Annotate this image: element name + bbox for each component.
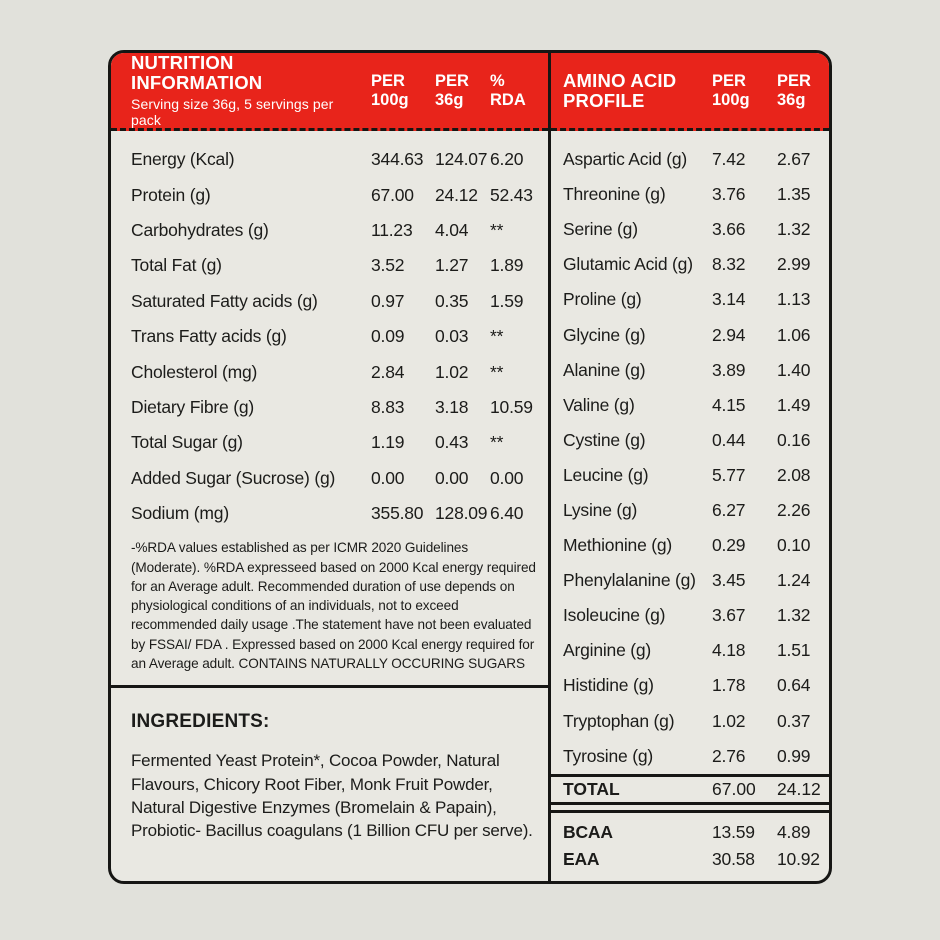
value-per-36g: 124.07: [435, 149, 488, 170]
amino-acid-label: Alanine (g): [563, 359, 646, 380]
amino-acid-label: Serine (g): [563, 219, 638, 240]
column-header-line1: PER: [435, 72, 469, 91]
amino-acid-label: Tryptophan (g): [563, 710, 675, 731]
value-per-100g: 11.23: [371, 219, 413, 240]
value-per-36g: 3.18: [435, 396, 469, 417]
value-per-100g: 4.15: [712, 394, 746, 415]
column-header-line1: PER: [777, 72, 811, 91]
value-rda: 10.59: [490, 396, 533, 417]
table-row: [551, 142, 829, 177]
total-per-36g: 24.12: [777, 779, 821, 799]
value-per-36g: 1.27: [435, 255, 469, 276]
value-per-36g: 1.51: [777, 640, 811, 661]
amino-acid-label: Proline (g): [563, 289, 642, 310]
amino-acid-label: Phenylalanine (g): [563, 570, 696, 591]
value-per-100g: 0.29: [712, 535, 746, 556]
amino-header-titleblock: [563, 71, 712, 111]
value-per-100g: 8.83: [371, 396, 405, 417]
value-per-100g: 1.19: [371, 432, 405, 453]
value-per-100g: 344.63: [371, 149, 424, 170]
nutrition-serving-info: Serving size 36g, 5 servings per pack: [131, 95, 334, 128]
nutrition-title: NUTRITION INFORMATION: [131, 52, 263, 93]
column-header-line2: 100g: [712, 90, 750, 109]
value-per-100g: 355.80: [371, 503, 424, 524]
amino-acid-label: Histidine (g): [563, 675, 654, 696]
value-per-36g: 1.02: [435, 361, 469, 382]
nutrient-label: Saturated Fatty acids (g): [131, 290, 318, 311]
value-per-36g: 1.49: [777, 394, 811, 415]
ingredients-text: Fermented Yeast Protein*, Cocoa Powder, Natural Flavours, Chicory Root Fiber, Monk Fruit Powder, Natural Digestive Enzymes (Bromelain & Papain), Probiotic- Bacillus coagulans (1 Billion CFU per serve).: [131, 751, 533, 841]
table-row: [551, 598, 829, 633]
nutrition-panel: [111, 53, 548, 881]
nutrient-label: Energy (Kcal): [131, 149, 235, 170]
table-row: [111, 425, 548, 460]
nutrient-label: Protein (g): [131, 184, 211, 205]
value-per-36g: 4.04: [435, 219, 469, 240]
value-per-36g: 24.12: [435, 184, 478, 205]
value-per-36g: 1.24: [777, 570, 811, 591]
value-per-36g: 1.32: [777, 219, 811, 240]
value-per-36g: 0.37: [777, 710, 811, 731]
table-row: [551, 458, 829, 493]
nutrition-header-titleblock: [131, 53, 371, 128]
column-header: [371, 72, 435, 109]
value-per-100g: 3.14: [712, 289, 746, 310]
column-header: [712, 72, 777, 109]
table-row: [551, 353, 829, 388]
ingredients-section: [111, 685, 548, 881]
value-rda: 52.43: [490, 184, 533, 205]
total-label: TOTAL: [563, 779, 620, 799]
amino-acid-label: Aspartic Acid (g): [563, 149, 688, 170]
value-per-36g: 2.26: [777, 499, 811, 520]
table-row: [551, 282, 829, 317]
value-per-36g: 0.10: [777, 535, 811, 556]
amino-acid-label: Isoleucine (g): [563, 605, 666, 626]
amino-acid-label: Methionine (g): [563, 535, 673, 556]
summary-per-100g: 30.58: [712, 849, 755, 869]
value-per-36g: 0.00: [435, 467, 469, 488]
value-per-100g: 5.77: [712, 464, 746, 485]
summary-row: [551, 819, 829, 846]
table-row: [551, 704, 829, 739]
value-per-100g: 3.66: [712, 219, 746, 240]
nutrient-label: Dietary Fibre (g): [131, 396, 255, 417]
amino-acid-label: Lysine (g): [563, 499, 638, 520]
value-per-36g: 1.35: [777, 184, 811, 205]
value-per-100g: 8.32: [712, 254, 746, 275]
value-per-100g: 6.27: [712, 499, 746, 520]
column-header: [777, 72, 829, 109]
value-per-100g: 7.42: [712, 149, 746, 170]
table-row: [111, 248, 548, 283]
amino-title-line1: AMINO ACID: [563, 69, 677, 91]
value-per-100g: 0.44: [712, 429, 746, 450]
amino-title-line2: PROFILE: [563, 89, 645, 111]
column-header: [435, 72, 490, 109]
value-per-100g: 3.45: [712, 570, 746, 591]
value-per-36g: 1.06: [777, 324, 811, 345]
amino-column-headers: [712, 72, 829, 109]
summary-per-100g: 13.59: [712, 822, 755, 842]
column-header-line1: %: [490, 72, 505, 91]
table-row: [551, 317, 829, 352]
nutrient-label: Trans Fatty acids (g): [131, 326, 287, 347]
table-row: [551, 563, 829, 598]
amino-acid-label: Cystine (g): [563, 429, 646, 450]
value-per-36g: 128.09: [435, 503, 488, 524]
table-row: [111, 177, 548, 212]
value-rda: 0.00: [490, 467, 524, 488]
summary-per-36g: 10.92: [777, 849, 820, 869]
table-row: [551, 177, 829, 212]
rda-footnote: -%RDA values established as per ICMR 2020 Guidelines (Moderate). %RDA expresseed based on 2000 Kcal energy required for an Average adult. Recommended duration of use depends on physiological conditions of an individuals, not to exceed recommended daily usage .The statement have not been evaluated by FSSAI/ FDA . Expressed based on 2000 Kcal energy required for an Average adult. CONTAINS NATURALLY OCCURING SUGARS: [131, 540, 536, 672]
table-row: [551, 633, 829, 668]
value-per-100g: 2.94: [712, 324, 746, 345]
value-per-36g: 0.43: [435, 432, 469, 453]
amino-header: [551, 53, 829, 131]
column-header-line1: PER: [712, 72, 746, 91]
table-row: [551, 212, 829, 247]
amino-acid-label: Threonine (g): [563, 184, 666, 205]
column-header-line2: RDA: [490, 90, 526, 109]
summary-label: EAA: [563, 849, 600, 869]
value-per-36g: 0.16: [777, 429, 811, 450]
total-per-100g: 67.00: [712, 779, 756, 799]
value-per-100g: 3.67: [712, 605, 746, 626]
value-per-36g: 1.32: [777, 605, 811, 626]
table-row: [111, 354, 548, 389]
value-per-100g: 4.18: [712, 640, 746, 661]
nutrition-label-card: [108, 50, 832, 884]
value-per-100g: 0.97: [371, 290, 405, 311]
value-per-36g: 0.03: [435, 326, 469, 347]
table-row: [551, 668, 829, 703]
table-row: [111, 213, 548, 248]
value-per-100g: 67.00: [371, 184, 414, 205]
value-rda: **: [490, 432, 504, 453]
value-per-100g: 0.00: [371, 467, 405, 488]
value-per-100g: 1.78: [712, 675, 746, 696]
nutrition-column-headers: [371, 72, 548, 109]
value-per-36g: 2.99: [777, 254, 811, 275]
table-row: [551, 388, 829, 423]
nutrient-label: Added Sugar (Sucrose) (g): [131, 467, 336, 488]
summary-label: BCAA: [563, 822, 613, 842]
table-row: [551, 528, 829, 563]
nutrient-label: Carbohydrates (g): [131, 219, 269, 240]
value-per-100g: 2.84: [371, 361, 405, 382]
ingredients-title: INGREDIENTS:: [131, 711, 270, 733]
table-row: [551, 739, 829, 774]
column-header-line2: 100g: [371, 90, 409, 109]
value-per-36g: 1.13: [777, 289, 811, 310]
amino-total-row: [551, 774, 829, 805]
table-row: [111, 496, 548, 531]
table-row: [111, 461, 548, 496]
amino-acid-label: Arginine (g): [563, 640, 652, 661]
value-rda: **: [490, 326, 504, 347]
column-header-line2: 36g: [777, 90, 806, 109]
value-rda: 6.40: [490, 503, 524, 524]
table-row: [111, 284, 548, 319]
amino-rows: [551, 131, 829, 774]
value-per-36g: 0.99: [777, 745, 811, 766]
value-rda: 1.89: [490, 255, 524, 276]
nutrition-header: [111, 53, 548, 131]
value-per-100g: 3.89: [712, 359, 746, 380]
summary-row: [551, 846, 829, 873]
table-row: [111, 390, 548, 425]
amino-acid-label: Tyrosine (g): [563, 745, 653, 766]
nutrient-label: Sodium (mg): [131, 503, 229, 524]
value-per-100g: 2.76: [712, 745, 746, 766]
column-header: [490, 72, 548, 109]
value-rda: **: [490, 219, 504, 240]
value-per-100g: 3.76: [712, 184, 746, 205]
amino-acid-label: Glutamic Acid (g): [563, 254, 693, 275]
value-per-100g: 1.02: [712, 710, 746, 731]
amino-acid-label: Valine (g): [563, 394, 635, 415]
table-row: [551, 423, 829, 458]
value-per-36g: 2.67: [777, 149, 811, 170]
value-rda: **: [490, 361, 504, 382]
value-per-36g: 2.08: [777, 464, 811, 485]
nutrition-rows: [111, 131, 548, 531]
value-per-100g: 0.09: [371, 326, 405, 347]
value-per-100g: 3.52: [371, 255, 405, 276]
amino-panel: [548, 53, 829, 881]
bcaa-eaa-box: [551, 810, 829, 881]
value-per-36g: 0.64: [777, 675, 811, 696]
table-row: [111, 319, 548, 354]
nutrient-label: Total Sugar (g): [131, 432, 243, 453]
summary-per-36g: 4.89: [777, 822, 811, 842]
value-per-36g: 1.40: [777, 359, 811, 380]
amino-acid-label: Leucine (g): [563, 464, 649, 485]
nutrient-label: Cholesterol (mg): [131, 361, 258, 382]
table-row: [551, 247, 829, 282]
nutrient-label: Total Fat (g): [131, 255, 222, 276]
value-per-36g: 0.35: [435, 290, 469, 311]
column-header-line2: 36g: [435, 90, 464, 109]
value-rda: 6.20: [490, 149, 524, 170]
value-rda: 1.59: [490, 290, 524, 311]
table-row: [111, 142, 548, 177]
column-header-line1: PER: [371, 72, 405, 91]
table-row: [551, 493, 829, 528]
amino-acid-label: Glycine (g): [563, 324, 646, 345]
